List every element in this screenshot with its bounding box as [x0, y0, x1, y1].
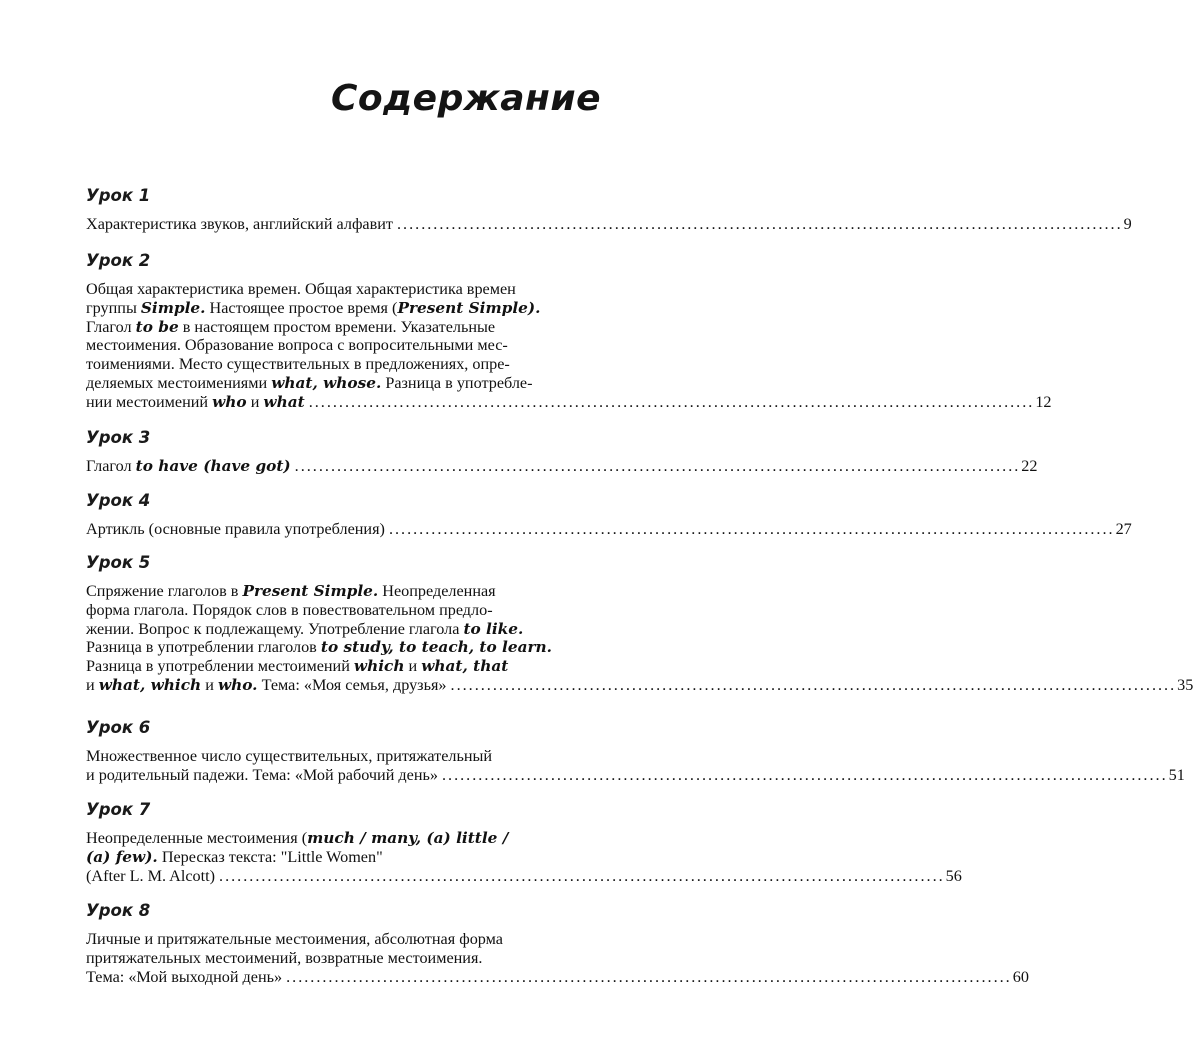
text-run: и — [201, 675, 218, 694]
lesson-description — [86, 280, 1052, 412]
entry-final-line — [86, 866, 962, 886]
text-run: Разница в употребле- — [381, 373, 533, 392]
emphasis-term: which — [353, 657, 405, 676]
text-run: форма глагола. Порядок слов в повествовательном предло- — [86, 600, 493, 619]
emphasis-term: what, whose. — [271, 373, 382, 392]
text-run: Множественное число существительных, притяжательный — [86, 747, 493, 765]
page-number: 27 — [1115, 520, 1132, 538]
entry-text — [86, 676, 447, 695]
description-line — [86, 355, 598, 374]
page-title: Содержание — [330, 78, 601, 119]
emphasis-term: who. — [217, 675, 258, 694]
text-run: Неопределенная — [378, 582, 496, 600]
description-line — [86, 601, 598, 620]
description-line — [86, 949, 598, 968]
text-run: Тема: «Мой выходной день» — [86, 967, 283, 986]
page-number: 56 — [945, 866, 962, 885]
text-run: и — [246, 392, 264, 411]
dot-leader: ........................................................................................................................ — [388, 520, 1115, 538]
entry-text — [86, 393, 305, 412]
text-run: тоимениями. Место существительных в предложениях, опре- — [86, 355, 510, 374]
description-line — [86, 318, 598, 337]
lesson-entry — [86, 428, 1038, 476]
text-run: и родительный падежи. Тема: «Мой рабочий день» — [86, 765, 438, 784]
emphasis-term: to like. — [463, 619, 524, 638]
lesson-description — [86, 930, 1029, 986]
description-line — [86, 374, 598, 393]
dot-leader: ........................................................................................................................ — [219, 866, 945, 885]
dot-leader: ........................................................................................................................ — [308, 392, 1035, 411]
text-run: группы — [86, 298, 141, 317]
text-run: притяжательных местоимений, возвратные местоимения. — [86, 948, 483, 967]
dot-leader: ........................................................................................................................ — [450, 675, 1177, 694]
text-run: Общая характеристика времен. Общая характеристика времен — [86, 280, 516, 298]
lesson-description — [86, 457, 1038, 476]
text-run: в настоящем простом времени. Указательные — [178, 317, 496, 336]
dot-leader: ........................................................................................................................ — [286, 967, 1012, 986]
text-run: местоимения. Образование вопроса с вопросительными мес- — [86, 336, 508, 355]
description-line — [86, 747, 598, 766]
entry-final-line — [86, 675, 1193, 695]
lesson-entry — [86, 800, 962, 885]
text-run: Характеристика звуков, английский алфавит — [86, 215, 393, 233]
lesson-description — [86, 582, 1193, 695]
lesson-heading: Урок 3 — [86, 428, 151, 447]
text-run: (After L. M. Alcott) — [86, 866, 216, 885]
text-run: Тема: «Моя семья, друзья» — [257, 675, 447, 694]
dot-leader: ........................................................................................................................ — [397, 215, 1123, 233]
page-number: 51 — [1168, 765, 1185, 784]
entry-text — [86, 766, 438, 785]
lesson-heading: Урок 2 — [86, 251, 151, 270]
lesson-entry — [86, 718, 1185, 785]
text-run: нии местоимений — [86, 392, 213, 411]
entry-final-line — [86, 765, 1185, 785]
entry-text — [86, 457, 291, 476]
lesson-heading: Урок 1 — [86, 186, 151, 205]
lesson-entry — [86, 553, 1193, 695]
text-run: и — [86, 675, 99, 694]
text-run: деляемых местоимениями — [86, 373, 272, 392]
lesson-heading: Урок 4 — [86, 491, 151, 510]
entry-text — [86, 867, 215, 886]
page-number: 35 — [1177, 675, 1193, 694]
entry-text — [86, 215, 393, 234]
lesson-entry — [86, 251, 1052, 412]
description-line — [86, 336, 598, 355]
page-number: 12 — [1035, 392, 1052, 411]
emphasis-term: what — [263, 392, 305, 411]
lesson-entry — [86, 186, 1132, 234]
lesson-heading: Урок 5 — [86, 553, 151, 572]
emphasis-term: to study, to teach, to learn. — [320, 638, 552, 657]
text-run: и — [404, 657, 422, 676]
description-line — [86, 620, 598, 639]
text-run: Неопределенные местоимения ( — [86, 829, 308, 847]
lesson-entry — [86, 491, 1132, 539]
entry-final-line — [86, 215, 1132, 234]
entry-final-line — [86, 520, 1132, 539]
text-run: Спряжение глаголов в — [86, 582, 243, 600]
lesson-description — [86, 747, 1185, 785]
entry-text — [86, 968, 282, 987]
entry-text — [86, 520, 385, 539]
lesson-description — [86, 829, 962, 885]
emphasis-term: Simple. — [140, 298, 206, 317]
lesson-description — [86, 520, 1132, 539]
description-line — [86, 638, 598, 657]
text-run: Настоящее простое время ( — [205, 298, 398, 317]
description-line — [86, 299, 598, 318]
lesson-heading: Урок 6 — [86, 718, 151, 737]
page-number: 9 — [1123, 215, 1132, 233]
text-run: Разница в употреблении глаголов — [86, 638, 321, 657]
page-number: 22 — [1021, 457, 1038, 475]
text-run: Артикль (основные правила употребления) — [86, 520, 385, 538]
lesson-heading: Урок 8 — [86, 901, 151, 920]
description-line — [86, 930, 598, 949]
lesson-description — [86, 215, 1132, 234]
page-number: 60 — [1012, 967, 1029, 986]
emphasis-term: Present Simple. — [242, 582, 379, 600]
emphasis-term: to have (have got) — [135, 457, 291, 475]
entry-final-line — [86, 967, 1029, 987]
dot-leader: ........................................................................................................................ — [294, 457, 1021, 475]
emphasis-term: what, that — [421, 657, 509, 676]
entry-final-line — [86, 392, 1052, 412]
emphasis-term: who — [212, 392, 247, 411]
emphasis-term: (a) few). — [86, 847, 158, 866]
emphasis-term: Present Simple). — [397, 298, 541, 317]
text-run: Личные и притяжательные местоимения, абсолютная форма — [86, 930, 503, 948]
emphasis-term: what, which — [98, 675, 202, 694]
emphasis-term: much / many, (a) little / — [307, 829, 509, 847]
text-run: Разница в употреблении местоимений — [86, 657, 354, 676]
description-line — [86, 657, 598, 676]
description-line — [86, 848, 598, 867]
description-line — [86, 582, 598, 601]
text-run: Глагол — [86, 317, 136, 336]
entry-final-line — [86, 457, 1038, 476]
dot-leader: ........................................................................................................................ — [441, 765, 1168, 784]
text-run: Глагол — [86, 457, 136, 475]
lesson-entry — [86, 901, 1029, 986]
text-run: жении. Вопрос к подлежащему. Употребление глагола — [86, 619, 464, 638]
emphasis-term: to be — [135, 317, 179, 336]
text-run: Пересказ текста: "Little Women" — [157, 847, 383, 866]
description-line — [86, 829, 598, 848]
lesson-heading: Урок 7 — [86, 800, 151, 819]
description-line — [86, 280, 598, 299]
